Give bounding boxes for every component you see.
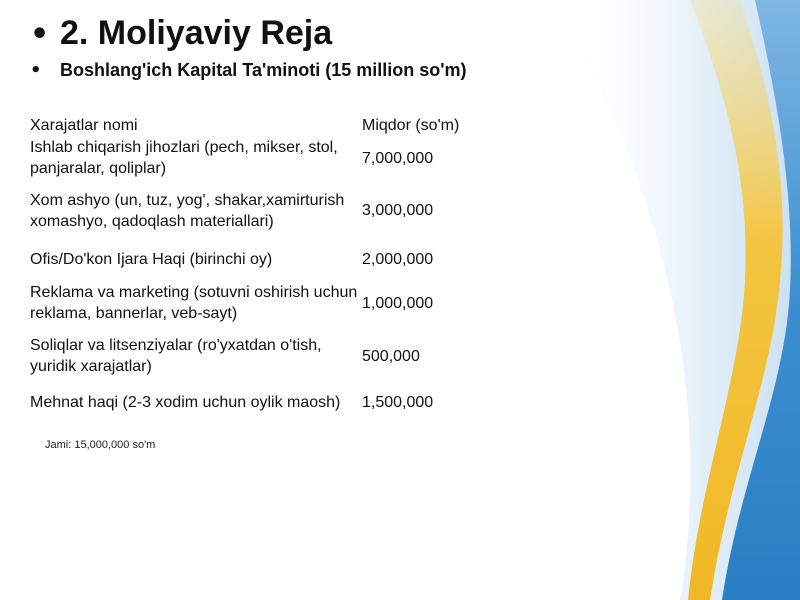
expense-amount: 1,000,000	[362, 294, 434, 312]
expense-name: Mehnat haqi (2-3 xodim uchun oylik maosh)	[30, 393, 341, 411]
table-row	[30, 330, 510, 382]
table-header-row	[30, 113, 510, 137]
title-bullet: •	[30, 17, 50, 52]
expense-amount: 7,000,000	[362, 149, 434, 167]
expense-name: Ofis/Do'kon Ijara Haqi (birinchi oy)	[30, 250, 273, 268]
table-row	[30, 242, 510, 276]
header-amount: Miqdor (so'm)	[362, 116, 460, 134]
expense-name: Reklama va marketing (sotuvni oshirish uchun reklama, bannerlar, veb-sayt)	[30, 284, 358, 322]
expense-amount: 3,000,000	[362, 202, 434, 219]
header-expense-name: Xarajatlar nomi	[30, 116, 138, 134]
expense-name: Xom ashyo (un, tuz, yog', shakar,xamirturish xomashyo, qadoqlash materiallari)	[30, 191, 345, 230]
slide-subtitle: Boshlang'ich Kapital Ta'minoti (15 million so'm)	[60, 60, 467, 80]
table-row	[30, 137, 510, 179]
expense-amount: 500,000	[362, 347, 420, 365]
table-row	[30, 382, 510, 422]
total-label: Jami: 15,000,000 so'm	[45, 439, 156, 451]
title-row	[30, 14, 332, 53]
subtitle-row	[30, 60, 467, 81]
expense-name: Soliqlar va litsenziyalar (ro'yxatdan o'tish, yuridik xarajatlar)	[30, 337, 322, 375]
table-row	[30, 179, 510, 242]
expense-name: Ishlab chiqarish jihozlari (pech, mikser, stol, panjaralar, qoliplar)	[30, 139, 338, 177]
expense-table	[30, 113, 510, 422]
subtitle-bullet: •	[30, 60, 42, 81]
table-row	[30, 276, 510, 330]
expense-amount: 1,500,000	[362, 393, 434, 411]
expense-amount: 2,000,000	[362, 250, 434, 268]
slide-title: 2. Moliyaviy Reja	[60, 14, 333, 52]
